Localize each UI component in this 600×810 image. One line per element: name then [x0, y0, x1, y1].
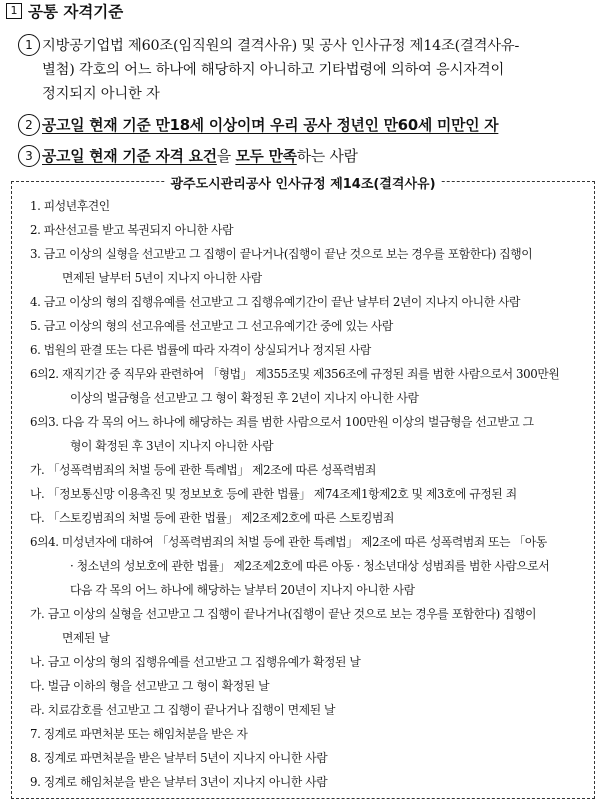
criterion-2 — [18, 114, 593, 138]
circled-number-1: 1 — [18, 34, 40, 56]
regulation-list — [30, 194, 590, 794]
regulation-item-continuation: 면제된 날 — [62, 631, 110, 645]
criterion-1-line: 정지되지 아니한 자 — [42, 86, 160, 102]
regulation-subitem: 라. 치료감호를 선고받고 그 집행이 끝나거나 집행이 면제된 날 — [30, 703, 336, 717]
regulation-item: 2. 파산선고를 받고 복권되지 아니한 사람 — [30, 223, 234, 237]
criterion-3-emphasis: 모두 만족 — [235, 148, 297, 165]
regulation-subitem: 나. 금고 이상의 형의 집행유예를 선고받고 그 집행유예가 확정된 날 — [30, 655, 361, 669]
regulation-subitem: 다. 「스토킹범죄의 처벌 등에 관한 법률」 제2조제2호에 따른 스토킹범죄 — [30, 511, 395, 525]
regulation-subitem: 다. 벌금 이하의 형을 선고받고 그 형이 확정된 날 — [30, 679, 270, 693]
regulation-item: 6의2. 재직기간 중 직무와 관련하여 「형법」 제355조및 제356조에 규정된 죄를 범한 사람으로서 300만원 — [30, 367, 560, 381]
regulation-item-continuation: 이상의 벌금형을 선고받고 그 형이 확정된 후 2년이 지나지 아니한 사람 — [70, 391, 419, 405]
regulation-subitem: 나. 「정보통신망 이용촉진 및 정보보호 등에 관한 법률」 제74조제1항제2호 및 제3호에 규정된 죄 — [30, 487, 517, 501]
circled-number-3: 3 — [18, 145, 40, 167]
criterion-1-line: 별첨) 각호의 어느 하나에 해당하지 아니하고 기타법령에 의하여 응시자격이 — [42, 62, 505, 78]
regulation-item: 4. 금고 이상의 형의 집행유예를 선고받고 그 집행유예기간이 끝난 날부터 2년이 지나지 아니한 사람 — [30, 295, 520, 309]
regulation-subitem: 가. 「성폭력범죄의 처벌 등에 관한 특례법」 제2조에 따른 성폭력범죄 — [30, 463, 376, 477]
criterion-3 — [18, 145, 593, 169]
regulation-item: 3. 금고 이상의 실형을 선고받고 그 집행이 끝나거나(집행이 끝난 것으로 보는 경우를 포함한다) 집행이 — [30, 247, 533, 261]
criterion-1-line: 지방공기업법 제60조(임직원의 결격사유) 및 공사 인사규정 제14조(결격사유- — [42, 38, 520, 54]
regulation-item: 7. 징계로 파면처분 또는 해임처분을 받은 자 — [30, 727, 248, 741]
regulation-item: 6. 법원의 판결 또는 다른 법률에 따라 자격이 상실되거나 정지된 사람 — [30, 343, 371, 357]
regulation-item: 5. 금고 이상의 형의 선고유예를 선고받고 그 선고유예기간 중에 있는 사람 — [30, 319, 393, 333]
section-title: 공통 자격기준 — [28, 3, 124, 21]
criterion-3-text: 하는 사람 — [296, 148, 358, 165]
section-heading — [6, 0, 123, 22]
criterion-1 — [18, 34, 593, 106]
criterion-3-emphasis: 공고일 현재 기준 자격 요건 — [42, 148, 217, 165]
section-number-box: 1 — [6, 3, 22, 19]
regulation-item: 8. 징계로 파면처분을 받은 날부터 5년이 지나지 아니한 사람 — [30, 751, 328, 765]
regulation-item: 1. 피성년후견인 — [30, 199, 110, 213]
criterion-3-text: 을 — [216, 148, 236, 165]
regulation-item-continuation: 형이 확정된 후 3년이 지나지 아니한 사람 — [70, 439, 274, 453]
regulation-title: 광주도시관리공사 인사규정 제14조(결격사유) — [166, 177, 439, 192]
regulation-item: 6의4. 미성년자에 대하여 「성폭력범죄의 처벌 등에 관한 특례법」 제2조에 따른 성폭력범죄 또는 「아동 — [30, 535, 547, 549]
regulation-subitem: 가. 금고 이상의 실형을 선고받고 그 집행이 끝나거나(집행이 끝난 것으로 보는 경우를 포함한다) 집행이 — [30, 607, 537, 621]
regulation-item: 6의3. 다음 각 목의 어느 하나에 해당하는 죄를 범한 사람으로서 100만원 이상의 벌금형을 선고받고 그 — [30, 415, 534, 429]
regulation-item-continuation: · 청소년의 성보호에 관한 법률」 제2조제2호에 따른 아동 · 청소년대상 성범죄를 범한 사람으로서 — [70, 559, 550, 573]
regulation-item-continuation: 다음 각 목의 어느 하나에 해당하는 날부터 20년이 지나지 아니한 사람 — [70, 583, 415, 597]
circled-number-2: 2 — [18, 114, 40, 136]
regulation-item-continuation: 면제된 날부터 5년이 지나지 아니한 사람 — [62, 271, 262, 285]
regulation-item: 9. 징계로 해임처분을 받은 날부터 3년이 지나지 아니한 사람 — [30, 775, 328, 789]
regulation-box — [11, 177, 595, 799]
criterion-2-text: 공고일 현재 기준 만18세 이상이며 우리 공사 정년인 만60세 미만인 자 — [42, 117, 499, 134]
